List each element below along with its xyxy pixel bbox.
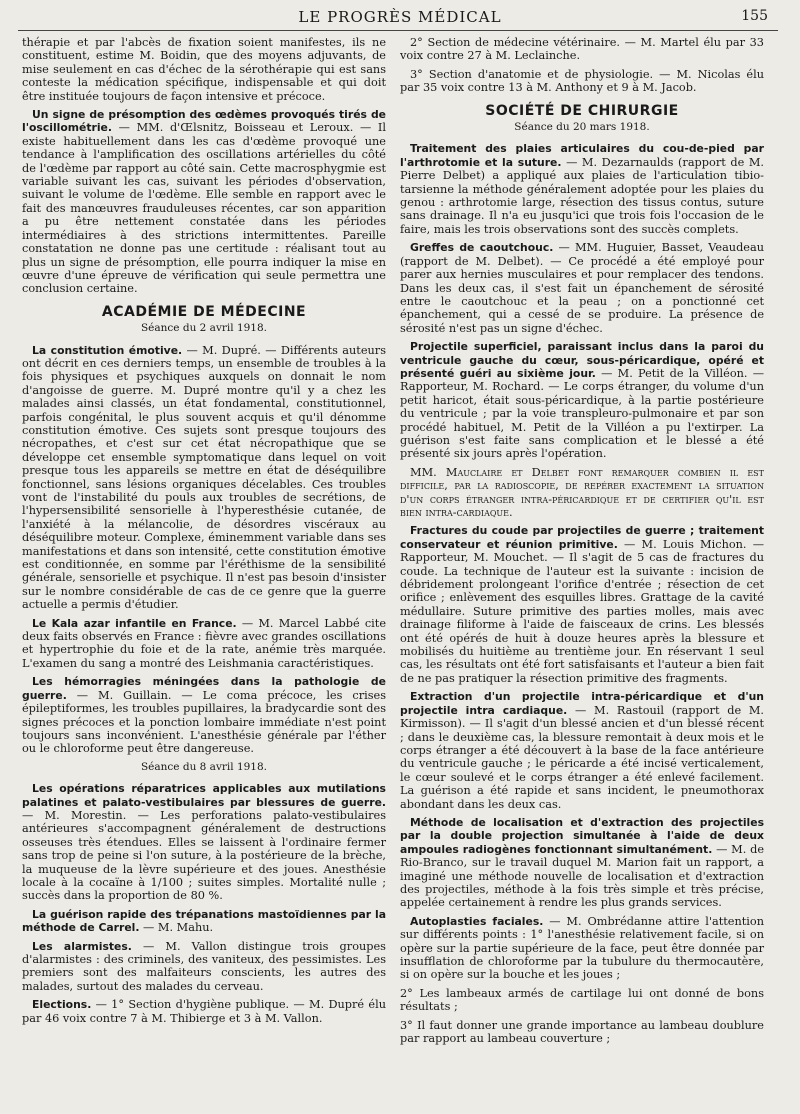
article-body: — M. Dezarnaulds (rapport de M. Pierre Delbet) a appliqué aux plaies de l'articulation tibio-tarsienne la méthode généralement adoptée pour les plaies du genou : arthrotomie large, résection des tissus contus, suture sans drainage. Il n'a eu jusqu'ici que trois fois l'occasion de le faire, mais les trois observations sont des succès complets.: [400, 155, 764, 236]
article-paragraph: [22, 782, 386, 903]
article-paragraph: [400, 241, 764, 335]
article-title: Elections.: [32, 998, 92, 1012]
article-paragraph: [400, 816, 764, 910]
article-paragraph: [400, 142, 764, 236]
article-title: La guérison rapide des trépanations mastoïdiennes par la méthode de Carrel.: [22, 907, 386, 935]
article-title: Les hémorragies méningées dans la pathologie de guerre.: [22, 675, 386, 702]
session-date: Séance du 20 mars 1918.: [514, 121, 650, 134]
article-title: Les opérations réparatrices applicables aux mutilations palatines et palato-vestibulaires par blessures de guerre.: [22, 782, 386, 809]
paragraph: 3° Section d'anatomie et de physiologie. — M. Nicolas élu par 35 voix contre 13 à M. Anthony et 9 à M. Jacob.: [400, 67, 764, 95]
article-paragraph: [22, 908, 386, 935]
article-paragraph: [22, 108, 386, 296]
article-title: Le Kala azar infantile en France.: [32, 616, 237, 630]
article-title: Extraction d'un projectile intra-péricardique et d'un projectile intra cardiaque.: [400, 690, 764, 717]
article-body: — M. Guillain. — Le coma précoce, les crises épileptiformes, les troubles pupillaires, la bradycardie sont des signes précoces et la ponction lombaire immédiate n'est point toujours sans inconvénient. L'anesthésie générale par l'éther ou le chloroforme peut être dangereuse.: [22, 688, 386, 756]
article-paragraph: [22, 344, 386, 612]
article-title: Fractures du coude par projectiles de guerre ; traitement conservateur et réunion primitive.: [400, 524, 764, 551]
session-date: Séance du 2 avril 1918.: [140, 322, 268, 335]
article-title: Projectile superficiel, paraissant inclus dans la paroi du ventricule gauche du cœur, sous-péricardique, opéré et présenté guéri au sixième jour.: [400, 340, 764, 380]
article-title: Méthode de localisation et d'extraction des projectiles par la double projection simultanée à l'aide de deux ampoules radiogènes fonctionnant simultanément.: [400, 815, 764, 856]
article-body: MM. Mauclaire et Delbet font remarquer combien il est difficile, par la radioscopie, de repérer exactement la situation d'un corps étranger intra-péricardique et de certifier qu'il est bien intra-cardiaque.: [400, 465, 764, 519]
article-paragraph: [22, 940, 386, 994]
article-body: — M. Dupré. — Différents auteurs ont décrit en ces derniers temps, un ensemble de troubles à la fois physiques et psychiques auxquels on donnait le nom d'angoisse de guerre. M. Dupré montre qu'il y a chez les malades ainsi classés, un état fondamental, constitutionnel, parfois congénital, le plus souvent acquis et qu'il dénomme constitution émotive. Ces sujets sont presque toujours des nécropathes, et c'est sur cet état nécropathique que se développe cet ensemble symptomatique dans lequel on voit presque tous les appareils se mettre en état de déséquilibre fonctionnel, sans lésions organiques décelables. Ces troubles vont de l'instabilité du pouls aux troubles de secrétions, de l'hypersensibilité sensorielle à l'hyperesthésie cutanée, de l'anxiété à la mélancolie, de désordres viscéraux au déséquilibre moteur. Complexe, éminemment variable dans ses manifestations et dans son intensité, cette constitution émotive est conditionnée, en somme par l'éréthisme de la sensibilité générale, sensorielle et psychique. Il n'est pas besoin d'insister sur le nombre considérable de cas de ce genre que la guerre actuelle a permis d'étudier.: [22, 343, 387, 612]
right-column: [400, 36, 764, 1050]
section-heading: ACADÉMIE DE MÉDECINE: [101, 303, 307, 320]
article-body: — M. Morestin. — Les perforations palato-vestibulaires antérieures s'accompagnent généralement de destructions osseuses très étendues. Elles se laissent à l'ordinaire fermer sans trop de peine si l'on suture, à la postérieure de la brèche, la muqueuse de la lèvre supérieure et des joues. Anesthésie locale à la cocaïne à 1/100 ; suites simples. Mortalité nulle ; succès dans la proportion de 80 %.: [22, 808, 386, 903]
article-body: — MM. Huguier, Basset, Veaudeau (rapport de M. Delbet). — Ce procédé a été employé pour parer aux hernies musculaires et pour remplacer des tendons. Dans les deux cas, il s'est fait un épanchement de sérosité entre le caoutchouc et la peau ; on a ponctionné cet épanchement, qui a cessé de se produire. La présence de sérosité n'est pas un signe d'échec.: [400, 241, 765, 335]
article-body: — M. Vallon distingue trois groupes d'alarmistes : des criminels, des vaniteux, des pessimistes. Les premiers sont des malfaiteurs conscients, les autres des malades, surtout des malades du cerveau.: [22, 939, 386, 993]
article-body: — M. de Rio-Branco, sur le travail duquel M. Marion fait un rapport, a imaginé une méthode nouvelle de localisation et d'extraction des projectiles, méthode à la fois très simple et très précise, appelée certainement à rendre les plus grands services.: [400, 842, 765, 910]
article-body: — 1° Section d'hygiène publique. — M. Dupré élu par 46 voix contre 7 à M. Thibierge et 3 à M. Vallon.: [22, 998, 386, 1025]
article-title: Greffes de caoutchouc.: [410, 241, 554, 255]
article-body: — M. Mahu.: [143, 921, 214, 935]
article-title: Autoplasties faciales.: [410, 914, 544, 928]
article-paragraph: [400, 340, 764, 461]
article-paragraph: [400, 915, 764, 982]
paragraph: thérapie et par l'abcès de fixation soient manifestes, ils ne constituent, estime M. Boidin, que des moyens adjuvants, de mise seulement en cas d'échec de la sérothérapie qui est sans conteste la médication spécifique, indispensable et qui doit être instituée toujours de façon intensive et précoce.: [22, 36, 386, 103]
paragraph: 2° Section de médecine vétérinaire. — M. Martel élu par 33 voix contre 27 à M. Leclainche.: [400, 36, 764, 63]
paragraph: 3° Il faut donner une grande importance au lambeau doublure par rapport au lambeau couverture ;: [400, 1018, 764, 1046]
header-rule: [18, 30, 778, 31]
article-body: — M. Ombrédanne attire l'attention sur différents points : 1° l'anesthésie relativement facile, si on opère sur la partie supérieure de la face, peut être donnée par insufflation de chloroforme par la tubulure du thermocautère, si on opère sur la bouche et les joues ;: [400, 914, 764, 982]
article-title: La constitution émotive.: [32, 343, 183, 357]
article-body: — MM. d'Œlsnitz, Boisseau et Leroux. — Il existe habituellement dans les cas d'œdème provoqué une tendance à l'amplification des oscillations artérielles du côté de l'œdème par rapport au côté sain. Cette macrosphygmie est variable suivant les cas, suivant les périodes d'observation, suivant le volume de l'œdème. Elle semble en rapport avec le fait des manœuvres frauduleuses récentes, car son apparition a pu être nettement constatée dans les périodes intermédiaires à des strictions intermittentes. Pareille constatation ne donne pas une certitude : réalisant tout au plus un signe de présomption, elle pourra indiquer la mise en œuvre d'une épreuve de vérification qui seule permettra une conclusion certaine.: [22, 121, 386, 296]
left-column: [22, 36, 386, 1030]
article-body: — M. Marcel Labbé cite deux faits observés en France : fièvre avec grandes oscillations et hypertrophie du foie et de la rate, anémie très marquée. L'examen du sang a montré des Leishmania caractéristiques.: [22, 616, 387, 670]
article-paragraph: [400, 524, 764, 685]
article-paragraph: [400, 466, 764, 520]
article-paragraph: [22, 998, 386, 1025]
running-header: [0, 0, 800, 30]
article-paragraph: [400, 690, 764, 811]
article-body: — M. Rastouil (rapport de M. Kirmisson). — Il s'agit d'un blessé ancien et d'un blessé récent ; dans le deuxième cas, la blessure remontait à deux mois et le corps étranger a été découvert à la base de la face antérieure du ventricule gauche ; le péricarde a été incisé verticalement, le cœur soulevé et le corps étranger a été enlevé facilement. La guérison a été rapide et sans incident, le pneumothorax abondant dans les deux cas.: [400, 703, 764, 811]
journal-title: LE PROGRÈS MÉDICAL: [298, 8, 502, 26]
article-body: — M. Louis Michon. — Rapporteur, M. Mouchet. — Il s'agit de 5 cas de fractures du coude. La technique de l'auteur est la suivante : incision de débridement prolongeant l'orifice d'entrée ; résection de cet orifice ; enlèvement des esquilles libres. Grattage de la cavité médullaire. Suture primitive des parties molles, mais avec drainage filiforme à l'aide de faisceaux de crins. Les blessés ont été opérés de huit à douze heures après la blessure et mobilisés du huitième au trentième jour. En réservant 1 seul cas, les résultats ont été fort satisfaisants et l'auteur a bien fait de ne pas pratiquer la résection primitive des fragments.: [400, 537, 765, 685]
article-title: Un signe de présomption des œdèmes provoqués tirés de l'oscillométrie.: [22, 108, 386, 135]
page-number: 155: [741, 8, 768, 24]
paragraph: 2° Les lambeaux armés de cartilage lui ont donné de bons résultats ;: [400, 986, 764, 1014]
article-title: Les alarmistes.: [32, 939, 132, 953]
article-body: — M. Petit de la Villéon. — Rapporteur, M. Rochard. — Le corps étranger, du volume d'un petit haricot, était sous-péricardique, à la partie postérieure du ventricule ; par la voie transpleuro-pulmonaire et par son procédé habituel, M. Petit de la Villéon a pu l'extirper. La guérison s'est faite sans complication et le blessé a été présenté six jours après l'opération.: [400, 366, 765, 461]
article-title: Traitement des plaies articulaires du cou-de-pied par l'arthrotomie et la suture.: [400, 142, 764, 169]
article-paragraph: [22, 617, 386, 671]
session-date: Séance du 8 avril 1918.: [140, 760, 268, 773]
article-paragraph: [22, 675, 386, 755]
section-heading: SOCIÉTÉ DE CHIRURGIE: [485, 102, 679, 119]
